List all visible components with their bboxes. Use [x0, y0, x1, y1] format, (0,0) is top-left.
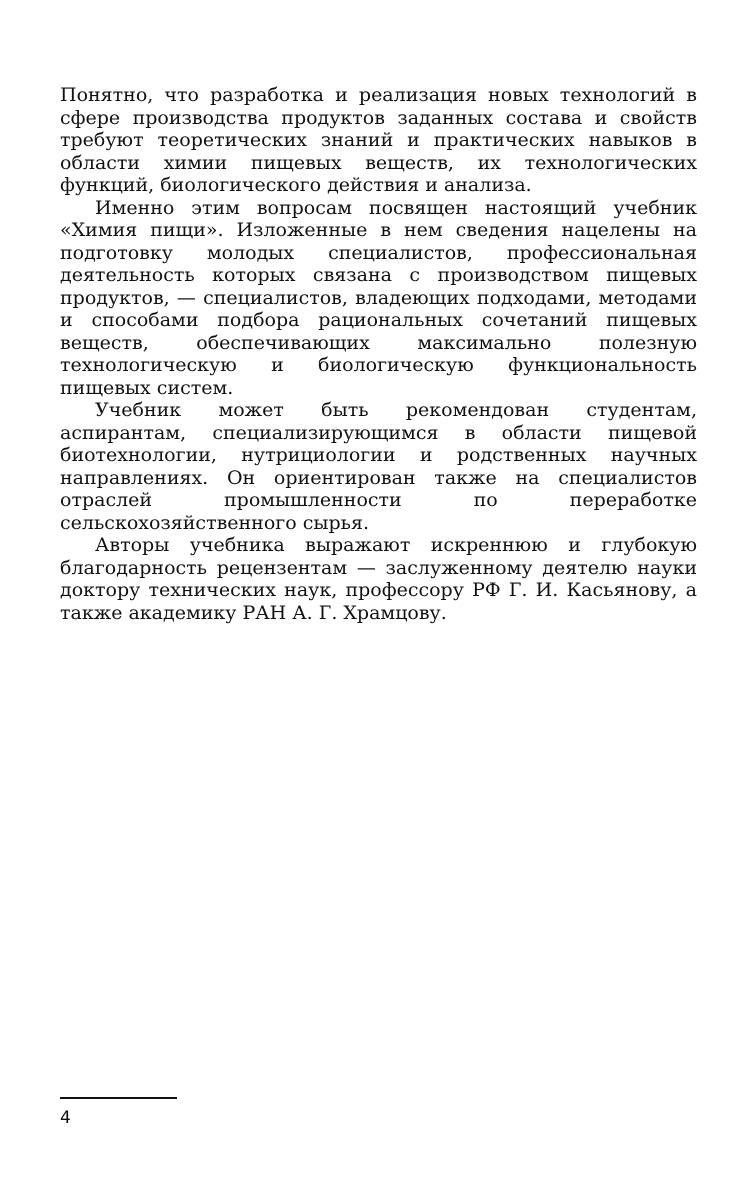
page-number: 4 [60, 1108, 71, 1128]
paragraph-1: Понятно, что разработка и реализация новых технологий в сфере производства продуктов заданных состава и свойств требуют теоретических знаний и практических навыков в области химии пищевых веществ, их технологических функций, биологического действия и анализа. [60, 84, 697, 196]
paragraph-3: Учебник может быть рекомендован студентам, аспирантам, специализирующимся в области пищевой биотехнологии, нутрициологии и родственных научных направлениях. Он ориентирован также на специалистов отраслей промышленности по переработке сельскохозяйственного сырья. [60, 399, 697, 534]
paragraph-4: Авторы учебника выражают искреннюю и глубокую благодарность рецензентам — заслуженному деятелю науки доктору технических наук, профессору РФ Г. И. Касьянову, а также академику РАН А. Г. Храмцову. [60, 534, 697, 624]
body-text [60, 84, 697, 624]
footer-rule [60, 1097, 177, 1099]
paragraph-2: Именно этим вопросам посвящен настоящий учебник «Химия пищи». Изложенные в нем сведения нацелены на подготовку молодых специалистов, профессиональная деятельность которых связана с производством пищевых продуктов, — специалистов, владеющих подходами, методами и способами подбора рациональных сочетаний пищевых веществ, обеспечивающих максимально полезную технологическую и биологическую функциональность пищевых систем. [60, 196, 697, 399]
